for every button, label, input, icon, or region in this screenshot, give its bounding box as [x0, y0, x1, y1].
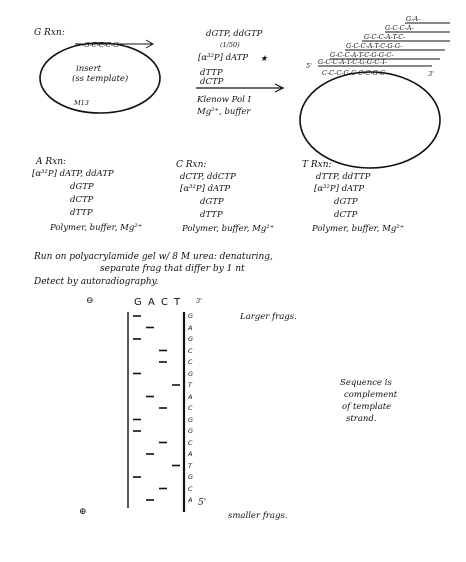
t-rxn-reagent-1: dTTP, ddTTP: [316, 172, 371, 182]
sequence-base: A: [188, 392, 193, 401]
g-rxn-label: G Rxn:: [34, 28, 65, 38]
g-rxn-template-note-2: (ss template): [72, 74, 129, 84]
side-note-4: strand.: [346, 414, 377, 424]
a-rxn-reagent-1: [α³²P] dATP, ddATP: [32, 169, 114, 179]
product-fragment-4: G-C-C-A-T-C-G-G-: [346, 42, 403, 50]
sequence-base: C: [188, 346, 193, 355]
a-rxn-reagent-4: dTTP: [70, 208, 93, 218]
c-rxn-reagent-1: dCTP, ddCTP: [180, 172, 236, 182]
g-rxn-reagent-4: dTTP: [200, 68, 223, 78]
instruction-line-2: separate frag that differ by 1 nt: [100, 264, 245, 274]
t-rxn-label: T Rxn:: [302, 160, 332, 170]
g-rxn-conditions: Mg²⁺, buffer: [197, 107, 251, 117]
sequence-base: A: [188, 323, 193, 332]
sequence-base: G: [188, 473, 194, 481]
t-rxn-reagent-3: dGTP: [334, 197, 358, 207]
side-note-2: complement: [344, 390, 398, 400]
larger-frags-label: Larger frags.: [240, 312, 297, 322]
c-rxn-footer: Polymer, buffer, Mg²⁺: [182, 224, 275, 234]
g-rxn-enzyme: Klenow Pol I: [197, 95, 251, 105]
lane-label-g: G: [134, 297, 142, 308]
instruction-line-1: Run on polyacrylamide gel w/ 8 M urea: denaturing,: [34, 252, 273, 262]
a-rxn-footer: Polymer, buffer, Mg²⁺: [50, 223, 143, 233]
smaller-frags-label: smaller frags.: [228, 511, 288, 521]
gel-bottom-end: 5': [198, 498, 207, 508]
lane-label-c: C: [161, 297, 168, 308]
side-note-1: Sequence is: [340, 378, 392, 388]
gel-top-end: 3': [196, 297, 202, 305]
side-note-3: of template: [342, 402, 392, 412]
sequence-base: C: [188, 438, 193, 447]
product-five-prime: 5': [306, 62, 312, 70]
product-fragment-2: G-C-C-A-: [385, 24, 414, 32]
instruction-line-3: Detect by autoradiography.: [34, 277, 159, 287]
g-rxn-reagent-5: dCTP: [200, 77, 224, 87]
g-rxn-reagent-2: (1/50): [220, 41, 240, 49]
product-fragment-5: G-C-C-A-T-C-G-G-C-: [330, 51, 394, 59]
t-rxn-reagent-2: [α³²P] dATP: [314, 184, 365, 194]
g-rxn-reagent-3: [α³²P] dATP: [198, 53, 249, 63]
product-circle: [300, 72, 440, 168]
negative-electrode-icon: ⊖: [86, 296, 94, 306]
a-rxn-label: A Rxn:: [36, 157, 67, 167]
gel-bands: [133, 316, 180, 500]
g-rxn-primer-seq: -G-C-C-C-G-: [82, 41, 121, 49]
sequence-base: A: [188, 496, 193, 504]
product-fragment-6: G-C-C-A-T-C-G-G-C-T-: [318, 58, 388, 66]
product-template: C-C-C-G-C-C-C-G-C-: [322, 69, 388, 77]
lane-label-t: T: [174, 297, 181, 308]
product-three-prime: 3': [428, 70, 434, 78]
product-fragment-1: G-A-: [406, 15, 421, 23]
sequence-base: T: [188, 461, 192, 470]
positive-electrode-icon: ⊕: [79, 507, 87, 517]
sequence-base: G: [188, 335, 194, 343]
sequence-base: A: [188, 450, 193, 458]
sequence-base: C: [188, 484, 193, 493]
g-rxn-template-note-1: insert: [76, 64, 102, 74]
star-mark: ★: [260, 54, 268, 64]
sequence-base: G: [188, 427, 194, 435]
sequence-base: G: [188, 312, 194, 320]
sequence-base: G: [188, 415, 194, 424]
c-rxn-reagent-3: dGTP: [200, 197, 224, 207]
sequence-base: G: [188, 369, 194, 378]
c-rxn-label: C Rxn:: [176, 160, 207, 170]
a-rxn-reagent-3: dCTP: [70, 195, 94, 205]
g-rxn-vector-label: M13: [74, 99, 89, 107]
t-rxn-reagent-4: dCTP: [334, 210, 358, 220]
lane-label-a: A: [148, 297, 155, 308]
g-rxn-reagent-1: dGTP, ddGTP: [206, 29, 263, 39]
c-rxn-reagent-4: dTTP: [200, 210, 223, 220]
sequence-base: C: [188, 404, 193, 412]
product-fragment-3: G-C-C-A-T-C-: [364, 33, 406, 41]
c-rxn-reagent-2: [α³²P] dATP: [180, 184, 231, 194]
t-rxn-footer: Polymer, buffer, Mg²⁺: [312, 224, 405, 234]
a-rxn-reagent-2: dGTP: [70, 182, 94, 192]
sequence-base: T: [188, 381, 192, 389]
sequence-base: C: [188, 358, 193, 366]
